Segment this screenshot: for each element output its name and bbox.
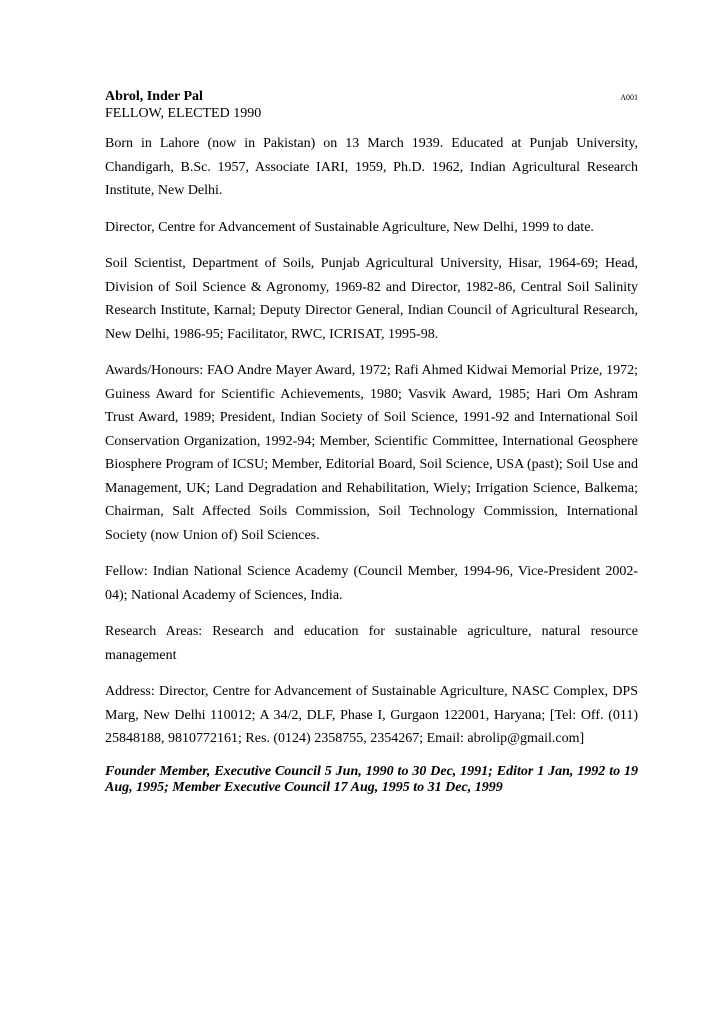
record-code: A001 xyxy=(620,93,638,102)
fellowships-paragraph: Fellow: Indian National Science Academy (Council Member, 1994-96, Vice-President 2002-04); National Academy of Sciences, India. xyxy=(105,564,638,603)
biography-page xyxy=(105,88,638,796)
fellow-status: FELLOW, ELECTED 1990 xyxy=(105,106,262,121)
founder-member-note: Founder Member, Executive Council 5 Jun, 1990 to 30 Dec, 1991; Editor 1 Jan, 1992 to 19 Aug, 1995; Member Executive Council 17 Aug, 1995 to 31 Dec, 1999 xyxy=(105,763,638,795)
biography-header xyxy=(105,88,638,122)
current-position-paragraph: Director, Centre for Advancement of Sustainable Agriculture, New Delhi, 1999 to date. xyxy=(105,219,594,235)
fellow-surname: Abrol xyxy=(105,89,140,104)
awards-paragraph: Awards/Honours: FAO Andre Mayer Award, 1972; Rafi Ahmed Kidwai Memorial Prize, 1972; Guiness Award for Scientific Achievements, 1980; Vasvik Award, 1985; Hari Om Ashram Trust Award, 1989; President, Indian Society of Soil Science, 1991-92 and International Soil Conservation Organization, 1992-94; Member, Scientific Committee, International Geosphere Biosphere Program of ICSU; Member, Editorial Board, Soil Science, USA (past); Soil Use and Management, UK; Land Degradation and Rehabilitation, Wiely; Irrigation Science, Balkema; Chairman, Salt Affected Soils Commission, Soil Technology Commission, International Society (now Union of) Soil Sciences. xyxy=(105,363,638,543)
career-paragraph: Soil Scientist, Department of Soils, Punjab Agricultural University, Hisar, 1964-69; Head, Division of Soil Science & Agronomy, 1969-82 and Director, 1982-86, Central Soil Salinity Research Institute, Karnal; Deputy Director General, Indian Council of Agricultural Research, New Delhi, 1986-95; Facilitator, RWC, ICRISAT, 1995-98. xyxy=(105,256,638,342)
research-areas-paragraph: Research Areas: Research and education for sustainable agriculture, natural resource management xyxy=(105,624,638,663)
fellow-name xyxy=(105,88,638,105)
birth-education-paragraph: Born in Lahore (now in Pakistan) on 13 March 1939. Educated at Punjab University, Chandigarh, B.Sc. 1957, Associate IARI, 1959, Ph.D. 1962, Indian Agricultural Research Institute, New Delhi. xyxy=(105,136,638,198)
fellow-given-names: , Inder Pal xyxy=(139,89,203,104)
address-paragraph: Address: Director, Centre for Advancement of Sustainable Agriculture, NASC Complex, DPS Marg, New Delhi 110012; A 34/2, DLF, Phase I, Gurgaon 122001, Haryana; [Tel: Off. (011) 25848188, 9810772161; Res. (0124) 2358755, 2354267; Email: abrolip@gmail.com] xyxy=(105,684,638,746)
